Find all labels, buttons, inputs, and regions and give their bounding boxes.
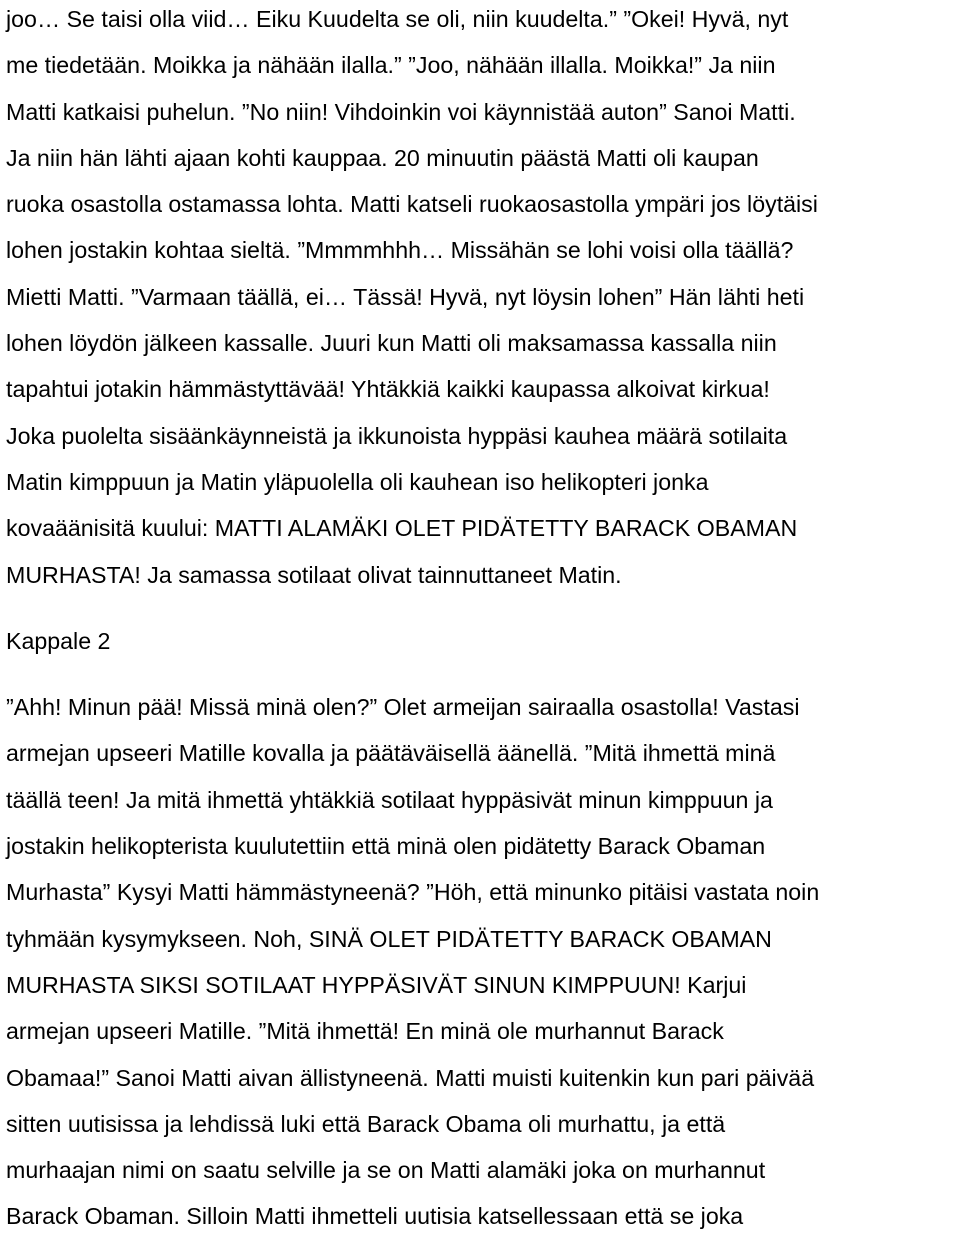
text-line: Matin kimppuun ja Matin yläpuolella oli kauhean iso helikopteri jonka	[6, 468, 709, 495]
text-line: armejan upseeri Matille kovalla ja päätäväisellä äänellä. ”Mitä ihmettä minä	[6, 740, 776, 767]
text-line: Murhasta” Kysyi Matti hämmästyneenä? ”Höh, että minunko pitäisi vastata noin	[6, 879, 820, 906]
text-line: me tiedetään. Moikka ja nähään ilalla.” ”Joo, nähään illalla. Moikka!” Ja niin	[6, 52, 776, 79]
text-line: kovaäänisitä kuului: MATTI ALAMÄKI OLET PIDÄTETTY BARACK OBAMAN	[6, 515, 798, 542]
paragraph-spacer	[6, 598, 956, 618]
text-line: Barack Obaman. Silloin Matti ihmetteli uutisia katsellessaan että se joka	[6, 1203, 744, 1230]
document-page	[6, 0, 956, 1240]
paragraph-spacer	[6, 664, 956, 684]
text-line: Joka puolelta sisäänkäynneistä ja ikkunoista hyppäsi kauhea määrä sotilaita	[6, 422, 788, 449]
text-line: MURHASTA SIKSI SOTILAAT HYPPÄSIVÄT SINUN KIMPPUUN! Karjui	[6, 971, 747, 998]
text-line: lohen löydön jälkeen kassalle. Juuri kun Matti oli maksamassa kassalla niin	[6, 330, 777, 357]
text-line: sitten uutisissa ja lehdissä luki että Barack Obama oli murhattu, ja että	[6, 1110, 726, 1137]
text-line: Matti katkaisi puhelun. ”No niin! Vihdoinkin voi käynnistää auton” Sanoi Matti.	[6, 98, 796, 125]
text-line: Mietti Matti. ”Varmaan täällä, ei… Tässä! Hyvä, nyt löysin lohen” Hän lähti heti	[6, 283, 805, 310]
text-line: ruoka osastolla ostamassa lohta. Matti katseli ruokaosastolla ympäri jos löytäisi	[6, 191, 818, 218]
text-line: armejan upseeri Matille. ”Mitä ihmettä! En minä ole murhannut Barack	[6, 1018, 724, 1045]
text-line: Ja niin hän lähti ajaan kohti kauppaa. 20 minuutin päästä Matti oli kaupan	[6, 144, 759, 171]
text-line: ”Ahh! Minun pää! Missä minä olen?” Olet armeijan sairaalla osastolla! Vastasi	[6, 694, 800, 721]
text-line: lohen jostakin kohtaa sieltä. ”Mmmmhhh… Missähän se lohi voisi olla täällä?	[6, 237, 794, 264]
text-line: joo… Se taisi olla viid… Eiku Kuudelta se oli, niin kuudelta.” ”Okei! Hyvä, nyt	[6, 6, 789, 32]
chapter-heading: Kappale 2	[6, 627, 111, 654]
text-line: Obamaa!” Sanoi Matti aivan ällistyneenä. Matti muisti kuitenkin kun pari päivää	[6, 1064, 815, 1091]
text-line: tapahtui jotakin hämmästyttävää! Yhtäkkiä kaikki kaupassa alkoivat kirkua!	[6, 376, 770, 403]
text-line: jostakin helikopterista kuulutettiin että minä olen pidätetty Barack Obaman	[6, 833, 766, 860]
text-line: murhaajan nimi on saatu selville ja se on Matti alamäki joka on murhannut	[6, 1157, 766, 1184]
text-line: tyhmään kysymykseen. Noh, SINÄ OLET PIDÄTETTY BARACK OBAMAN	[6, 925, 772, 952]
text-line: täällä teen! Ja mitä ihmettä yhtäkkiä sotilaat hyppäsivät minun kimppuun ja	[6, 786, 773, 813]
paragraph-1	[6, 0, 956, 598]
text-line: MURHASTA! Ja samassa sotilaat olivat tainnuttaneet Matin.	[6, 561, 622, 588]
paragraph-2	[6, 684, 956, 1240]
